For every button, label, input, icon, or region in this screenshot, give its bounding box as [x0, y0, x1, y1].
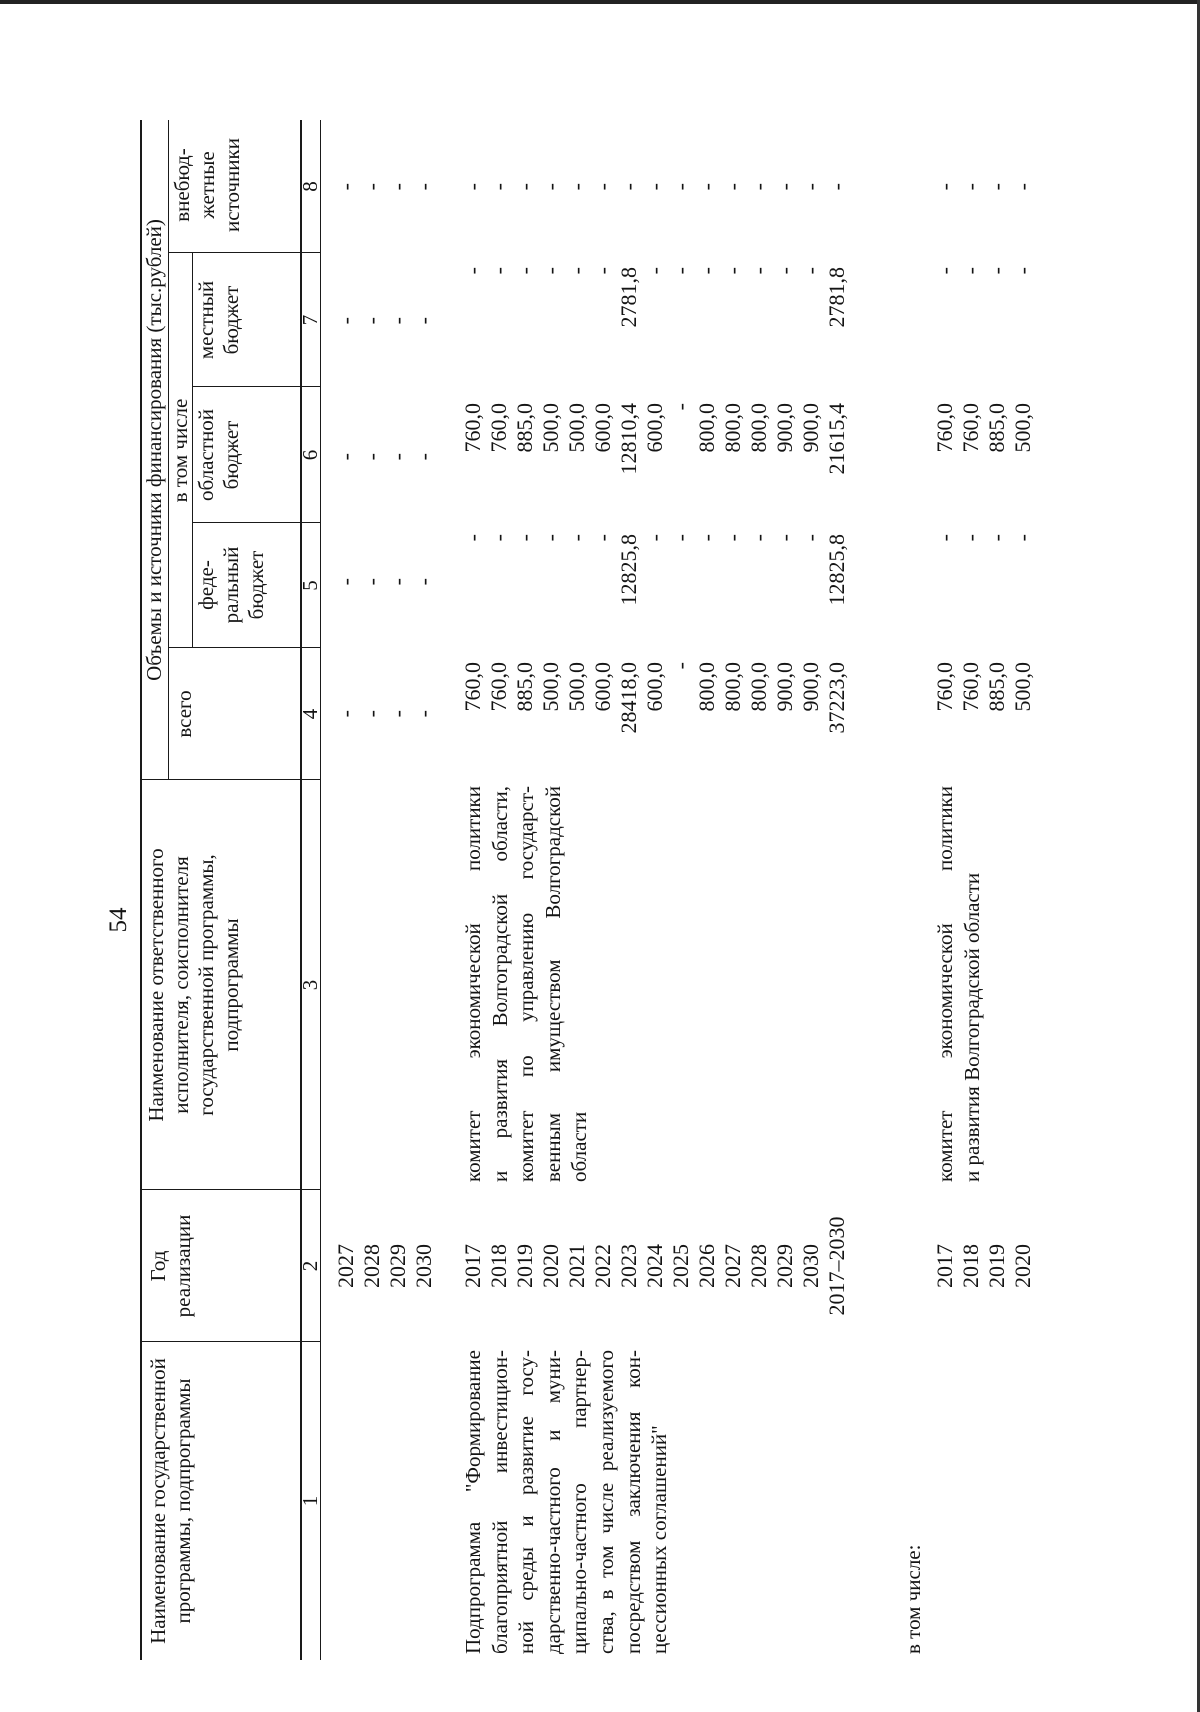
block3-federal: - - - -	[932, 534, 1035, 542]
executor-line: комитет экономической политики	[933, 786, 957, 1182]
header-funding: Объемы и источники финансирования (тыс.рублей)	[142, 219, 166, 681]
block3-executor	[932, 786, 985, 1182]
block2-federal: - - - - - - 12825,8 - - - - - - - 12825,8	[460, 534, 849, 606]
header-federal: феде- ральный бюджет	[194, 546, 268, 624]
including-label: в том числе:	[901, 1544, 925, 1654]
block1-regional: - - - -	[333, 453, 436, 461]
header-including: в том числе	[168, 398, 192, 503]
block2-total: 760,0 760,0 885,0 500,0 500,0 600,0 28418,0 600,0 - 800,0 800,0 800,0 900,0 900,0 37223,0	[460, 662, 849, 734]
program-name-line: посредством заключения кон-	[620, 1350, 645, 1654]
col-divider-3	[140, 779, 320, 780]
block2-years: 2017 2018 2019 2020 2021 2022 2023 2024 2025 2026 2027 2028 2029 2030 2017–2030	[460, 1216, 849, 1316]
executor-line: области	[567, 1111, 592, 1182]
block3-extra: - - - -	[932, 183, 1035, 191]
page-number: 54	[105, 907, 132, 933]
program-name-line: цессионных соглашений"	[647, 1425, 672, 1654]
program-name-line: благоприятной инвестицион-	[487, 1350, 512, 1654]
block1-local: - - - -	[333, 317, 436, 325]
colnum-5: 5	[298, 580, 322, 591]
colnum-2: 2	[298, 1260, 322, 1272]
executor-line: и развития Волгоградской области,	[487, 786, 512, 1182]
colnum-6: 6	[298, 449, 322, 461]
header-program-name: Наименование государственной программы, подпрограммы	[146, 1358, 195, 1644]
program-name-line: дарственно-частного и муни-	[540, 1350, 565, 1654]
block2-extra: - - - - - - - - - - - - - - -	[460, 183, 849, 191]
colnum-3: 3	[298, 979, 322, 991]
block2-program-name	[460, 1350, 673, 1654]
rotated-page	[105, 120, 1170, 1660]
program-name-line: ства, в том числе реализуемого	[593, 1350, 618, 1654]
executor-line: и развития Волгоградской области	[959, 872, 984, 1182]
block3-years: 2017 2018 2019 2020	[932, 1244, 1035, 1288]
program-name-line: ной среды и развитие госу-	[514, 1350, 539, 1654]
col-divider-2	[140, 1189, 320, 1190]
colnum-7: 7	[298, 314, 322, 326]
executor-line: венным имуществом Волгоградской	[540, 786, 565, 1182]
header-regional: областной бюджет	[194, 409, 243, 501]
block1-total: - - - -	[333, 710, 436, 718]
header-executor: Наименование ответственного исполнителя, соисполнителя государственной программы, подпрограммы	[144, 848, 243, 1122]
scan-edge-top	[0, 0, 1200, 4]
block2-executor	[460, 786, 593, 1182]
block1-extra: - - - -	[333, 183, 436, 191]
block3-local: - - - -	[932, 267, 1035, 275]
block1-years: 2027 2028 2029 2030	[333, 1244, 436, 1288]
block2-local: - - - - - - 2781,8 - - - - - - - 2781,8	[460, 267, 849, 328]
header-year: Год реализации	[146, 1214, 195, 1318]
program-name-line: Подпрограмма "Формирование	[461, 1350, 485, 1654]
block3-regional: 760,0 760,0 885,0 500,0	[932, 403, 1035, 453]
header-local: местный бюджет	[194, 280, 243, 360]
block3-total: 760,0 760,0 885,0 500,0	[932, 662, 1035, 712]
header-extra: внебюд- жетные источники	[170, 138, 244, 232]
executor-line: комитет экономической политики	[461, 786, 485, 1182]
col-divider-1	[140, 1341, 320, 1342]
executor-line: комитет по управлению государст-	[514, 786, 539, 1182]
block1-federal: - - - -	[333, 578, 436, 586]
colnum-8: 8	[298, 181, 322, 192]
program-name-line: ципально-частного партнер-	[567, 1350, 592, 1654]
block2-regional: 760,0 760,0 885,0 500,0 500,0 600,0 12810,4 600,0 - 800,0 800,0 800,0 900,0 900,0 21615,4	[460, 403, 849, 475]
colnum-1: 1	[298, 1495, 322, 1507]
header-total: всего	[172, 690, 196, 738]
colnum-4: 4	[298, 708, 322, 720]
